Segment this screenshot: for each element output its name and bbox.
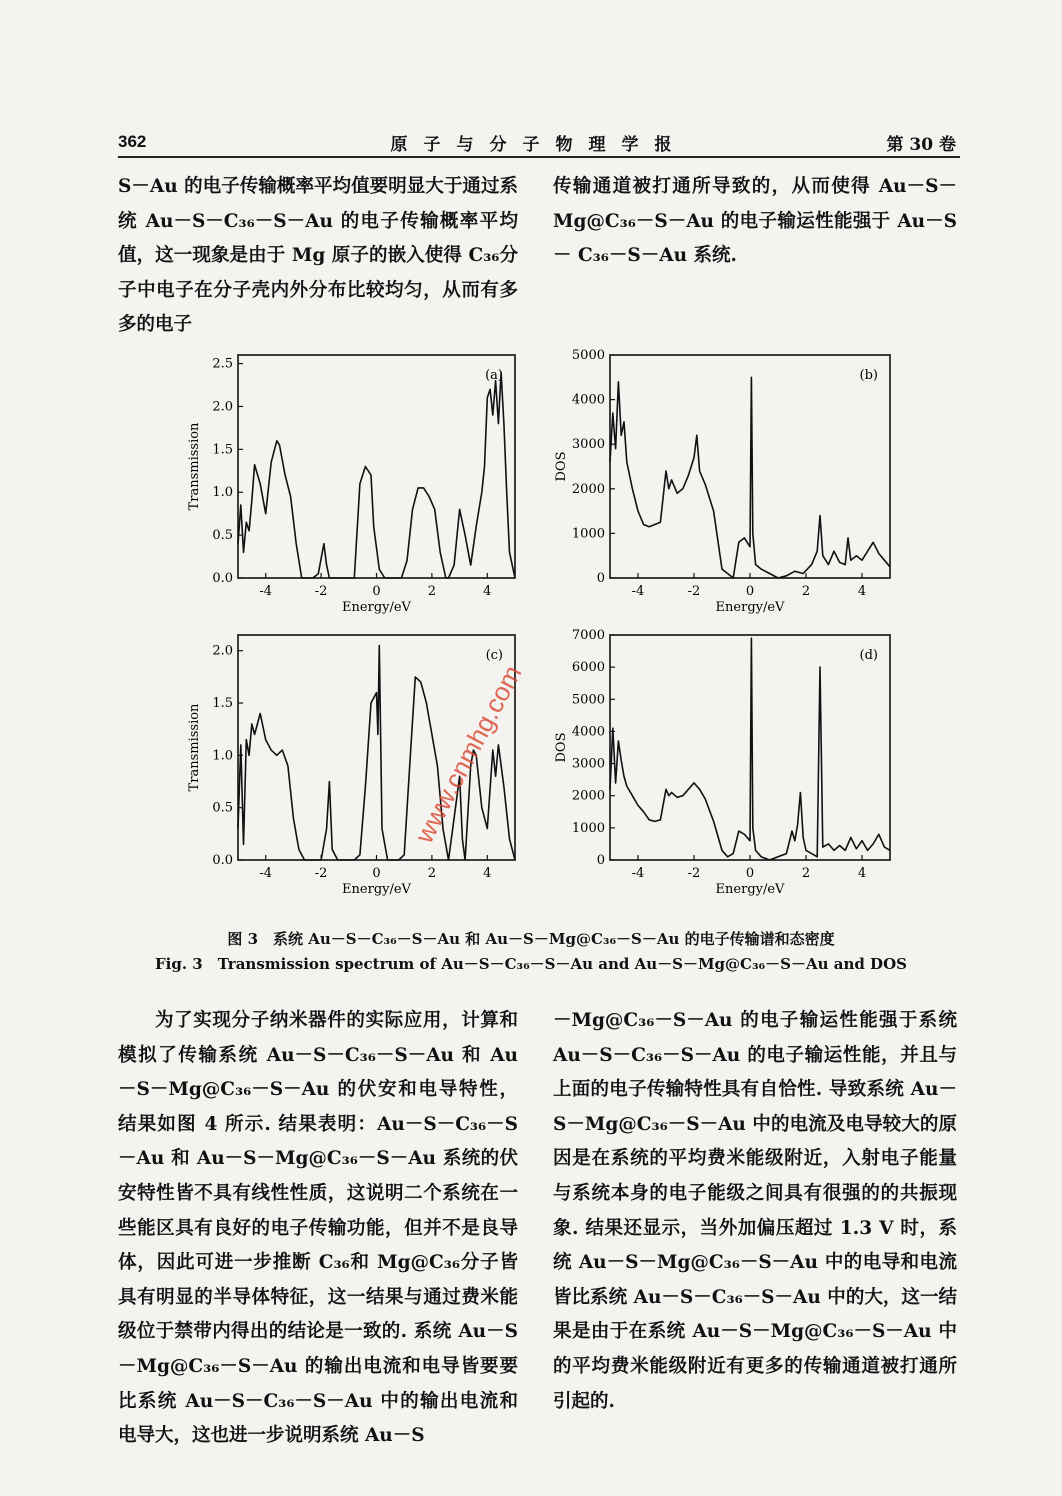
y-axis-label: DOS xyxy=(554,451,569,482)
x-tick-label: -2 xyxy=(687,584,701,599)
y-tick-label: 2.0 xyxy=(212,399,233,415)
y-tick-label: 0 xyxy=(596,571,605,586)
top-right-column xyxy=(553,170,957,274)
y-tick-label: 2000 xyxy=(571,481,605,497)
y-tick-label: 5000 xyxy=(571,348,605,363)
series-line xyxy=(610,638,890,860)
y-tick-label: 0 xyxy=(596,853,605,868)
panel-label: (d) xyxy=(859,648,878,663)
paragraph: －Mg@C₃₆－S－Au 的电子输运性能强于系统 Au－S－C₃₆－S－Au 的电子输运性能，并且与上面的电子传输特性具有自恰性. 导致系统 Au－S－Mg@C₃₆－S－Au 中的电流及电导较大的原因是在系统的平均费米能级附近，入射电子能量与系统本身的电子能级之间具有很强的的共振现象. 结果还显示，当外加偏压超过 1.3 V 时，系统 Au－S－Mg@C₃₆－S－Au 中的电导和电流皆比系统 Au－S－C₃₆－S－Au 中的大，这一结果是由于在系统 Au－S－Mg@C₃₆－S－Au 中的平均费米能级附近有更多的传输通道被打通所引起的. xyxy=(553,1010,957,1412)
x-tick-label: -4 xyxy=(631,866,645,881)
x-axis-label: Energy/eV xyxy=(715,882,785,897)
y-tick-label: 1.5 xyxy=(212,696,233,712)
y-tick-label: 3000 xyxy=(571,437,605,453)
y-tick-label: 7000 xyxy=(571,628,605,643)
volume-label: 第 30 卷 xyxy=(886,135,956,155)
watermark-text: www.cnmhg.com xyxy=(408,660,528,848)
y-tick-label: 2.5 xyxy=(212,356,233,372)
series-line xyxy=(610,377,890,578)
y-tick-label: 0.5 xyxy=(212,528,233,544)
y-axis-label: Transmission xyxy=(187,703,202,792)
y-axis-label: DOS xyxy=(554,732,569,763)
figure-caption-en: Fig. 3 Transmission spectrum of Au－S－C₃₆－S－Au and Au－S－Mg@C₃₆－S－Au and DOS xyxy=(155,955,907,973)
page-number: 362 xyxy=(118,132,147,151)
y-axis-label: Transmission xyxy=(187,422,202,511)
x-tick-label: 2 xyxy=(427,584,437,599)
watermark xyxy=(400,600,650,860)
top-left-column xyxy=(118,170,518,343)
figure-caption-cn: 图 3 系统 Au－S－C₃₆－S－Au 和 Au－S－Mg@C₃₆－S－Au 的电子传输谱和态密度 xyxy=(227,930,835,948)
y-tick-label: 2000 xyxy=(571,788,605,804)
header-rule xyxy=(118,156,960,158)
y-tick-label: 2.0 xyxy=(212,643,233,659)
y-tick-label: 5000 xyxy=(571,692,605,708)
panel-label: (a) xyxy=(485,368,503,383)
chart-panel xyxy=(187,355,515,615)
series-line xyxy=(238,372,515,578)
y-tick-label: 1.0 xyxy=(212,485,233,501)
x-axis-label: Energy/eV xyxy=(342,882,411,897)
x-tick-label: 0 xyxy=(372,866,381,881)
x-tick-label: -2 xyxy=(314,584,328,599)
x-tick-label: 2 xyxy=(801,866,811,881)
journal-title: 原子与分子物理学报 xyxy=(390,135,688,155)
paragraph: 传输通道被打通所导致的，从而使得 Au－S－Mg@C₃₆－S－Au 的电子输运性能强于 Au－S － C₃₆－S－Au 系统. xyxy=(553,176,957,267)
y-tick-label: 1.0 xyxy=(212,748,233,764)
y-tick-label: 6000 xyxy=(571,660,605,676)
y-tick-label: 3000 xyxy=(571,756,605,772)
x-tick-label: -2 xyxy=(314,866,328,881)
x-tick-label: 2 xyxy=(801,584,811,599)
x-axis-label: Energy/eV xyxy=(342,600,411,615)
bottom-left-column xyxy=(118,1004,518,1454)
y-tick-label: 0.5 xyxy=(212,800,233,816)
y-tick-label: 1.5 xyxy=(212,442,233,458)
bottom-right-column xyxy=(553,1004,957,1419)
y-tick-label: 4000 xyxy=(571,392,605,408)
x-tick-label: -4 xyxy=(259,866,273,881)
panel-label: (b) xyxy=(859,368,878,383)
y-tick-label: 4000 xyxy=(571,724,605,740)
chart-panel xyxy=(554,348,890,615)
y-tick-label: 1000 xyxy=(571,820,605,836)
x-tick-label: 4 xyxy=(857,866,867,881)
x-tick-label: 4 xyxy=(857,584,867,599)
x-tick-label: 0 xyxy=(745,866,755,881)
x-tick-label: 4 xyxy=(483,584,492,599)
x-tick-label: -2 xyxy=(687,866,701,881)
running-header xyxy=(118,124,960,158)
x-tick-label: 4 xyxy=(483,866,492,881)
x-tick-label: 2 xyxy=(427,866,437,881)
y-tick-label: 0.0 xyxy=(212,571,233,586)
y-tick-label: 0.0 xyxy=(212,853,233,868)
x-tick-label: -4 xyxy=(259,584,273,599)
x-tick-label: 0 xyxy=(372,584,381,599)
x-tick-label: -4 xyxy=(631,584,645,599)
x-axis-label: Energy/eV xyxy=(715,600,785,615)
panel-label: (c) xyxy=(485,648,503,663)
paragraph: S－Au 的电子传输概率平均值要明显大于通过系统 Au－S－C₃₆－S－Au 的电子传输概率平均值，这一现象是由于 Mg 原子的嵌入使得 C₃₆分子中电子在分子壳内外分布比较均匀，从而有多多的电子 xyxy=(118,176,518,336)
y-tick-label: 1000 xyxy=(571,526,605,542)
x-tick-label: 0 xyxy=(745,584,755,599)
paragraph: 为了实现分子纳米器件的实际应用，计算和模拟了传输系统 Au－S－C₃₆－S－Au 和 Au－S－Mg@C₃₆－S－Au 的伏安和电导特性，结果如图 4 所示. 结果表明：Au－S－C₃₆－S－Au 和 Au－S－Mg@C₃₆－S－Au 系统的伏安特性皆不具有线性性质，这说明二个系统在一些能区具有良好的电子传输功能，但并不是良导体，因此可进一步推断 C₃₆和 Mg@C₃₆分子皆具有明显的半导体特征，这一结果与通过费米能级位于禁带内得出的结论是一致的. 系统 Au－S－Mg@C₃₆－S－Au 的输出电流和电导皆要要比系统 Au－S－C₃₆－S－Au 中的输出电流和电导大，这也进一步说明系统 Au－S xyxy=(118,1010,518,1447)
